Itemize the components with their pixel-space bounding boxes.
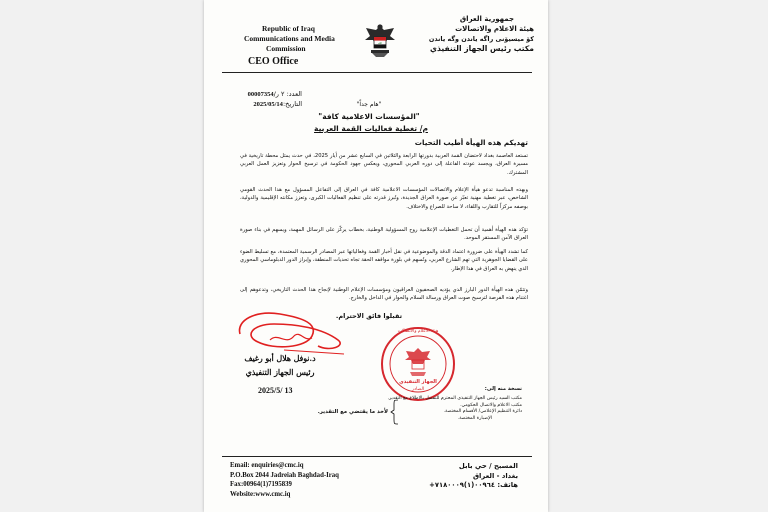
header-english — [244, 24, 335, 54]
iraq-eagle-emblem-icon — [362, 20, 398, 60]
header-ar-line-4: مكتب رئيس الجهاز التنفيذي — [430, 44, 534, 53]
stamp-bottom-text: الجهاز التنفيذي — [399, 379, 437, 385]
header-arabic — [424, 14, 534, 54]
header-en-line-1: Republic of Iraq — [262, 24, 315, 33]
reference-date: 2025/05/14 — [253, 101, 283, 108]
letter-page — [204, 0, 548, 512]
footer-city-ar: بغداد - العراق — [472, 471, 518, 480]
cc-item: الإضبارة المختصة. — [457, 415, 492, 421]
bracket-note: لأخذ ما يقتضي مع التقدير. — [317, 409, 388, 415]
stamp-seal-icon — [378, 324, 458, 404]
signatory-title: رئيس الجهاز التنفيذي — [245, 368, 315, 377]
stamp-sub-text: الصادر — [411, 387, 425, 392]
closing: تقبلوا فائق الاحترام. — [335, 312, 403, 320]
body-paragraph-2: وبهذه المناسبة تدعو هيأة الإعلام والاتصالات المؤسسات الاعلامية كافة في العراق إلى التفاعل المسؤول مع هذا الحدث القومي الشاخص، عبر تغطية مهنية تعبّر عن صورة العراق الجديدة، وتُبرز قدرته على تنظيم الفعاليات الكبرى، وتعزز مكانته الإقليمية والدولية، بوصفه مركزاً للتقارب واللقاء، لا ساحة للصراع والاختلاف. — [240, 187, 528, 210]
subject: م/ تغطية فعاليات القمة العربية — [314, 124, 428, 133]
body-paragraph-1: تستعد العاصمة بغداد لاحتضان القمة العربية بدورتها الرابعة والثلاثين في السابع عشر من أيار 2025، في حدث يمثل محطة تاريخية في مسيرة العراق، ويجسد عودته الفاعلة إلى دوره العربي المحوري، ويعكس جهود الحكومة في ترسيخ الحوار وتعزيز العمل العربي المشترك. — [240, 153, 528, 176]
header-ar-line-2: هيئة الاعلام والاتصالات — [455, 25, 534, 33]
greeting: تهديكم هذه الهيأة أطيب التحيات — [414, 138, 528, 147]
footer-phone-ar: هاتف: ٠٠٩٦٤(١)٧١٨٠٠٠٩+ — [429, 481, 518, 489]
signatory-date: 2025/5/ 13 — [258, 386, 293, 395]
footer-contact-english — [230, 461, 339, 499]
footer-divider — [222, 456, 532, 457]
signatory-name: د.نوفل هلال أبو رغيف — [244, 354, 316, 363]
body-paragraph-5: وتثمّن هذه الهيأة الدور البارز الذي يؤديه الصحفيون العراقيون ومؤسسات الإعلام الوطنية لإنجاح هذا الحدث التاريخي، وتدعوهم إلى اغتنام هذه الفرصة لترسيخ صوت العراق ورسالة السلام والحوار في الداخل والخارج. — [240, 287, 528, 302]
body-paragraph-3: تؤكد هذه الهيأة أهمية أن تحمل التغطيات الإعلامية روح المسؤولية الوطنية، بخطاب يركّز على الرسائل المهمة، ويسهم في بناء صورة العراق الآمن المستقر الموحد. — [240, 227, 528, 242]
reference-block — [232, 90, 302, 108]
reference-number-label: العدد: ٢ ر/ — [273, 90, 302, 98]
bracket-icon — [390, 399, 400, 425]
signature-icon — [234, 306, 350, 360]
footer-contact-arabic — [408, 462, 518, 491]
footer-website-label: Website: — [230, 490, 256, 498]
official-stamp — [378, 324, 458, 404]
footer-email-label: Email: — [230, 462, 250, 469]
recipient: "المؤسسات الاعلامية كافة" — [318, 112, 420, 121]
reference-date-label: التاريخ: — [282, 100, 302, 108]
stamp-top-text: هيئة الاعلام والاتصالات — [397, 329, 439, 334]
header-ceo-office: CEO Office — [248, 56, 299, 67]
urgent-label: "هام جداً" — [356, 101, 382, 108]
body-paragraph-4: كما تشدد الهيأة على ضرورة اعتماد الدقة والموضوعية في نقل أخبار القمة وفعالياتها عبر المصادر الرسمية المعتمدة، مع تسليط الضوء على القضايا الجوهرية التي تهم الشارع العربي، وتُسهم في بلورة مواقفه الحقة تجاه تحديات المنطقة، وإبراز الدور الدبلوماسي المحوري الذي ينهض به العراق في هذا الإطار. — [240, 249, 528, 272]
footer-pobox: P.O.Box 2044 Jadreiah Baghdad-Iraq — [230, 471, 339, 479]
header-ar-line-1: جمهورية العراق — [459, 15, 514, 23]
footer-email: enquiries@cmc.iq — [251, 462, 304, 469]
footer-website: www.cmc.iq — [255, 490, 291, 498]
header-en-line-3: Commission — [266, 44, 306, 53]
header-divider — [222, 72, 532, 73]
header-en-line-2: Communications and Media — [244, 34, 335, 43]
cc-title: نسخة منه إلى: — [484, 386, 522, 392]
reference-number: 00007354 — [247, 91, 274, 98]
cc-item: مكتب السيد رئيس الجهاز التنفيذي المحترم للتفضل بالاطلاع مع التقدير. — [387, 396, 522, 401]
header-ar-line-3: كۆ میسیۆنی راگە یاندن وگە یاندن — [428, 35, 534, 43]
cc-item: مكتب الاعلام والاتصال الحكومي. — [460, 402, 522, 408]
svg-text:الله: الله — [377, 40, 383, 45]
footer-fax: Fax:00964(1)7195839 — [230, 481, 292, 488]
footer-address-ar: المسبح / حي بابل — [458, 462, 518, 470]
cc-item: دائرة التنظيم الإعلامي/ الأقسام المختصة. — [443, 409, 522, 415]
